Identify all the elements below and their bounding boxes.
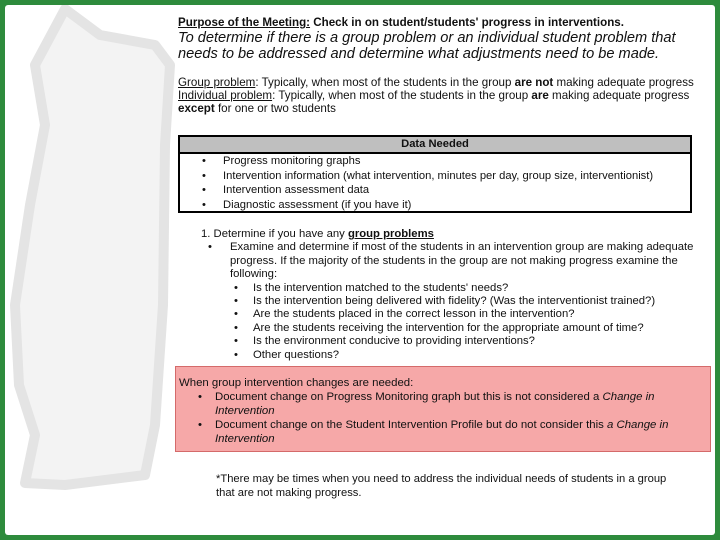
individual-problem-emph2: except bbox=[178, 102, 215, 115]
step-1-questions bbox=[190, 282, 700, 362]
group-problem-label: Group problem bbox=[178, 76, 256, 89]
slide-frame bbox=[5, 5, 715, 535]
document-header bbox=[178, 16, 698, 115]
step-1-title bbox=[190, 228, 700, 241]
purpose-label: Purpose of the Meeting: bbox=[178, 16, 311, 29]
step-1-title-text: 1. Determine if you have any bbox=[201, 228, 348, 240]
change-item-1-emph: Change in Intervention bbox=[215, 391, 655, 417]
step-1-lead: • Examine and determine if most of the students in an intervention group are making adequate progress. If the majority of the students in the group are not making progress examine the following: bbox=[190, 241, 700, 281]
purpose-line bbox=[178, 16, 698, 29]
group-problem-def bbox=[178, 76, 698, 89]
list-item: • Other questions? bbox=[190, 349, 700, 362]
individual-problem-label: Individual problem bbox=[178, 89, 273, 102]
group-changes-heading: When group intervention changes are needed: bbox=[179, 377, 414, 389]
list-item: • Is the intervention being delivered with fidelity? (Was the interventionist trained?) bbox=[190, 295, 700, 308]
individual-problem-def bbox=[178, 89, 698, 115]
footnote: *There may be times when you need to address the individual needs of students in a group that are not making progress. bbox=[216, 473, 667, 499]
list-item: • Intervention assessment data bbox=[180, 183, 690, 198]
group-problem-text: : Typically, when most of the students in the group bbox=[255, 76, 515, 89]
definitions bbox=[178, 76, 698, 115]
individual-problem-text-end: for one or two students bbox=[214, 102, 336, 115]
change-item-2-text: Document change on the Student Intervention Profile but do not consider this bbox=[215, 419, 607, 431]
individual-problem-text: : Typically, when most of the students in the group bbox=[272, 89, 532, 102]
list-item: • Intervention information (what intervention, minutes per day, group size, interventionist) bbox=[180, 169, 690, 184]
group-changes-box bbox=[175, 366, 711, 452]
change-item-1-text: Document change on Progress Monitoring graph but this is not considered a bbox=[215, 391, 603, 403]
list-item bbox=[179, 418, 710, 446]
list-item: • Is the environment conducive to providing interventions? bbox=[190, 335, 700, 348]
change-item-2-emph: a Change in Intervention bbox=[215, 419, 669, 445]
step-1-section bbox=[190, 228, 700, 362]
list-item bbox=[179, 390, 710, 418]
list-item: • Progress monitoring graphs bbox=[180, 154, 690, 169]
group-problem-text-end: making adequate progress bbox=[553, 76, 694, 89]
group-changes-list bbox=[179, 390, 710, 446]
intro-text: To determine if there is a group problem or an individual student problem that needs to be addressed and determine what adjustments need to be made. bbox=[178, 30, 676, 62]
list-item: • Is the intervention matched to the students' needs? bbox=[190, 282, 700, 295]
data-needed-title: Data Needed bbox=[180, 137, 690, 154]
purpose-text: Check in on student/students' progress in interventions. bbox=[313, 16, 624, 29]
list-item: • Diagnostic assessment (if you have it) bbox=[180, 198, 690, 213]
step-1-title-emph: group problems bbox=[347, 228, 434, 240]
individual-problem-text-mid: making adequate progress bbox=[548, 89, 690, 102]
list-item: • Are the students receiving the intervention for the appropriate amount of time? bbox=[190, 322, 700, 335]
individual-problem-emph: are bbox=[531, 89, 549, 102]
data-needed-box bbox=[178, 135, 692, 213]
group-problem-emph: are not bbox=[514, 76, 554, 89]
list-item: • Are the students placed in the correct lesson in the intervention? bbox=[190, 308, 700, 321]
data-needed-list bbox=[180, 154, 690, 212]
